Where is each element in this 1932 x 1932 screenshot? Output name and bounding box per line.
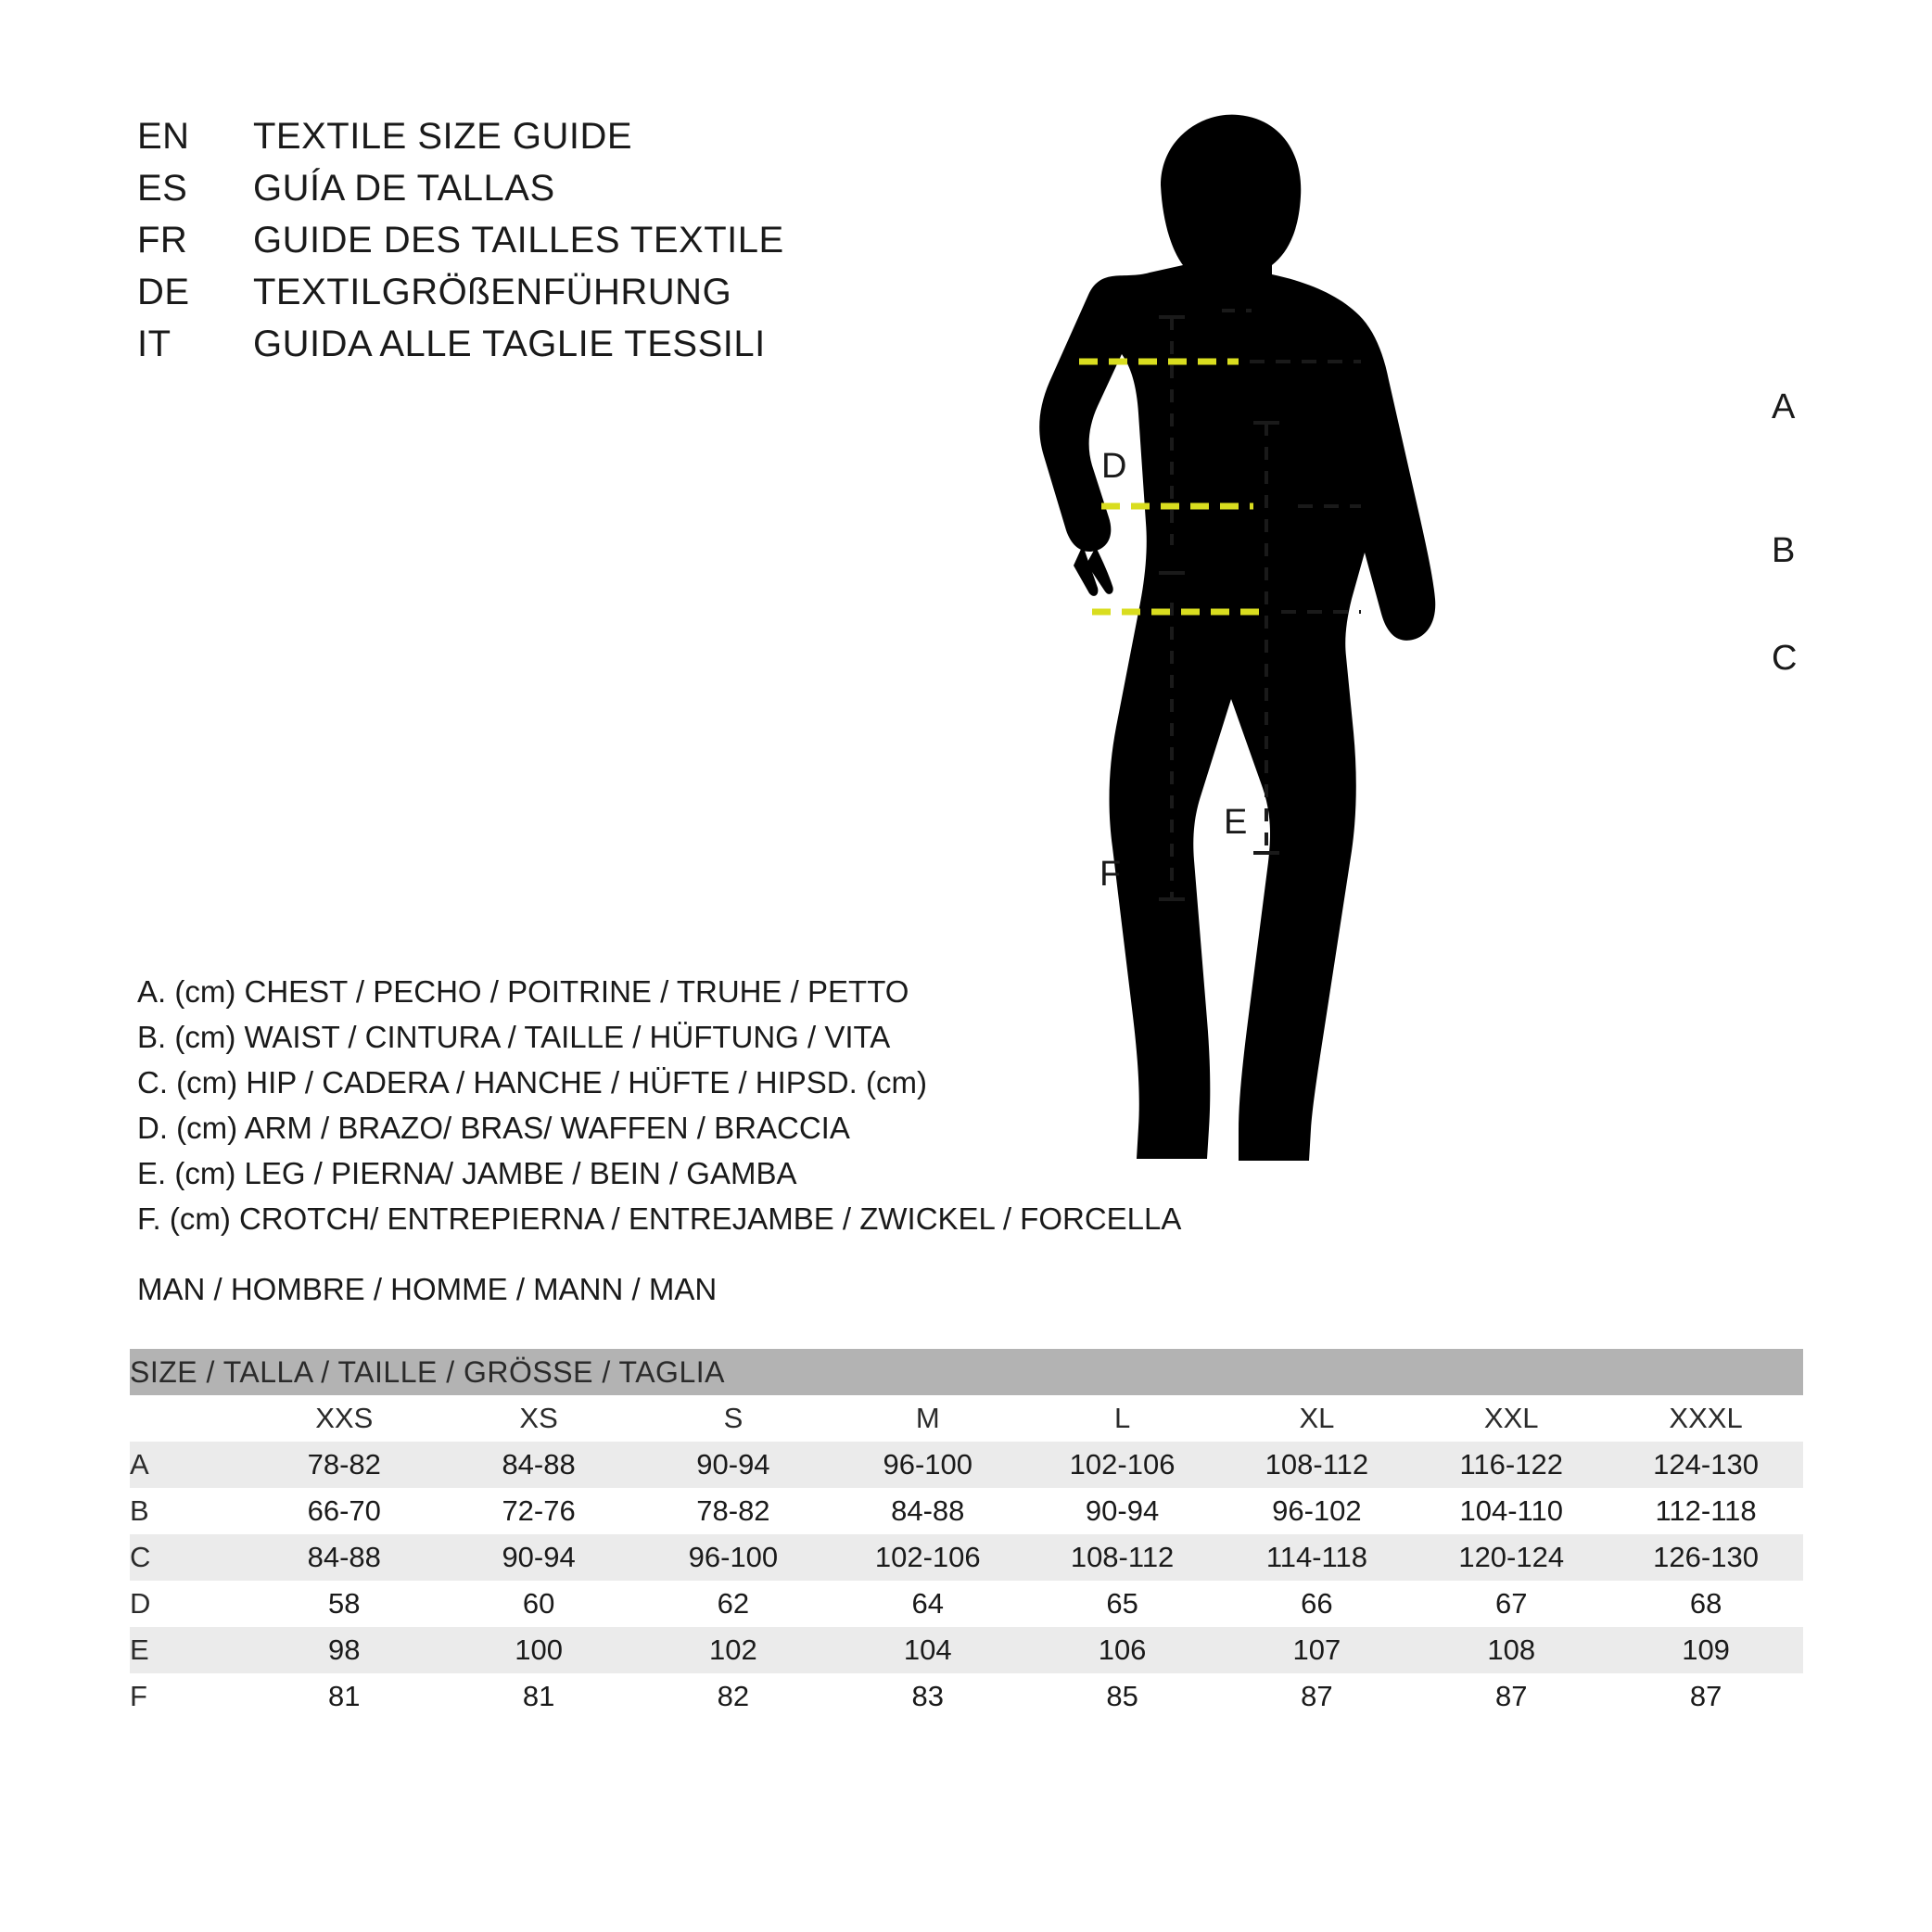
cell-f-xl: 87 — [1219, 1673, 1414, 1720]
cell-d-xs: 60 — [441, 1581, 636, 1627]
table-row — [130, 1673, 1803, 1720]
row-label-d: D — [130, 1581, 247, 1627]
table-row — [130, 1581, 1803, 1627]
column-header-xxl: XXL — [1414, 1395, 1608, 1442]
cell-e-xl: 107 — [1219, 1627, 1414, 1673]
legend-item-c: C. (cm) HIP / CADERA / HANCHE / HÜFTE / HIPSD. (cm) — [137, 1065, 927, 1099]
column-header-xs: XS — [441, 1395, 636, 1442]
cell-c-xs: 90-94 — [441, 1534, 636, 1581]
cell-a-l: 102-106 — [1025, 1442, 1220, 1488]
column-header-l: L — [1025, 1395, 1220, 1442]
cell-c-xxs: 84-88 — [247, 1534, 441, 1581]
dimension-label-e: E — [1224, 803, 1248, 842]
cell-c-xl: 114-118 — [1219, 1534, 1414, 1581]
title-lang-es: ES — [137, 168, 188, 209]
cell-b-xxs: 66-70 — [247, 1488, 441, 1534]
legend-item-e: E. (cm) LEG / PIERNA/ JAMBE / BEIN / GAMBA — [137, 1156, 797, 1190]
cell-d-s: 62 — [636, 1581, 831, 1627]
cell-a-xxl: 116-122 — [1414, 1442, 1608, 1488]
legend-item-b: B. (cm) WAIST / CINTURA / TAILLE / HÜFTUNG / VITA — [137, 1020, 891, 1054]
cell-a-xxxl: 124-130 — [1608, 1442, 1803, 1488]
cell-e-xxl: 108 — [1414, 1627, 1608, 1673]
cell-a-s: 90-94 — [636, 1442, 831, 1488]
gender-label: MAN / HOMBRE / HOMME / MANN / MAN — [137, 1272, 718, 1306]
dimension-guides — [1020, 83, 1854, 1233]
cell-f-xs: 81 — [441, 1673, 636, 1720]
cell-d-m: 64 — [831, 1581, 1025, 1627]
cell-f-xxs: 81 — [247, 1673, 441, 1720]
cell-b-xxxl: 112-118 — [1608, 1488, 1803, 1534]
cell-f-xxl: 87 — [1414, 1673, 1608, 1720]
table-row — [130, 1442, 1803, 1488]
title-row — [137, 168, 972, 220]
cell-f-l: 85 — [1025, 1673, 1220, 1720]
cell-e-s: 102 — [636, 1627, 831, 1673]
cell-a-xl: 108-112 — [1219, 1442, 1414, 1488]
column-header-xxs: XXS — [247, 1395, 441, 1442]
title-block — [137, 116, 972, 375]
cell-e-xxxl: 109 — [1608, 1627, 1803, 1673]
row-label-c: C — [130, 1534, 247, 1581]
title-lang-de: DE — [137, 272, 190, 312]
title-lang-en: EN — [137, 116, 190, 157]
cell-c-l: 108-112 — [1025, 1534, 1220, 1581]
cell-b-s: 78-82 — [636, 1488, 831, 1534]
size-table — [130, 1349, 1803, 1720]
cell-d-xxl: 67 — [1414, 1581, 1608, 1627]
title-row — [137, 324, 972, 375]
cell-f-m: 83 — [831, 1673, 1025, 1720]
title-row — [137, 220, 972, 272]
dimension-label-f: F — [1099, 855, 1122, 894]
cell-c-m: 102-106 — [831, 1534, 1025, 1581]
legend-item-f: F. (cm) CROTCH/ ENTREPIERNA / ENTREJAMBE / ZWICKEL / FORCELLA — [137, 1201, 1182, 1236]
title-row — [137, 272, 972, 324]
callout-label-c: C — [1772, 639, 1798, 678]
column-header-xl: XL — [1219, 1395, 1414, 1442]
legend-item-d: D. (cm) ARM / BRAZO/ BRAS/ WAFFEN / BRACCIA — [137, 1111, 850, 1145]
cell-b-xxl: 104-110 — [1414, 1488, 1608, 1534]
legend-item-a: A. (cm) CHEST / PECHO / POITRINE / TRUHE / PETTO — [137, 974, 909, 1009]
cell-e-xxs: 98 — [247, 1627, 441, 1673]
cell-a-xs: 84-88 — [441, 1442, 636, 1488]
cell-d-xxs: 58 — [247, 1581, 441, 1627]
cell-c-xxl: 120-124 — [1414, 1534, 1608, 1581]
title-text-fr: GUIDE DES TAILLES TEXTILE — [253, 220, 784, 261]
table-row — [130, 1534, 1803, 1581]
title-text-de: TEXTILGRÖßENFÜHRUNG — [253, 272, 732, 312]
column-header-m: M — [831, 1395, 1025, 1442]
cell-c-s: 96-100 — [636, 1534, 831, 1581]
row-label-e: E — [130, 1627, 247, 1673]
cell-e-m: 104 — [831, 1627, 1025, 1673]
cell-f-xxxl: 87 — [1608, 1673, 1803, 1720]
title-text-en: TEXTILE SIZE GUIDE — [253, 116, 633, 157]
cell-c-xxxl: 126-130 — [1608, 1534, 1803, 1581]
cell-d-xxxl: 68 — [1608, 1581, 1803, 1627]
cell-b-m: 84-88 — [831, 1488, 1025, 1534]
cell-e-l: 106 — [1025, 1627, 1220, 1673]
title-row — [137, 116, 972, 168]
title-text-it: GUIDA ALLE TAGLIE TESSILI — [253, 324, 766, 364]
cell-d-xl: 66 — [1219, 1581, 1414, 1627]
table-row — [130, 1488, 1803, 1534]
callout-label-a: A — [1772, 388, 1796, 426]
cell-b-xs: 72-76 — [441, 1488, 636, 1534]
table-banner-row — [130, 1349, 1803, 1395]
cell-a-xxs: 78-82 — [247, 1442, 441, 1488]
callout-label-b: B — [1772, 531, 1796, 570]
row-label-f: F — [130, 1673, 247, 1720]
title-text-es: GUÍA DE TALLAS — [253, 168, 555, 209]
header-corner — [130, 1395, 247, 1442]
cell-f-s: 82 — [636, 1673, 831, 1720]
cell-d-l: 65 — [1025, 1581, 1220, 1627]
dimension-label-d: D — [1101, 447, 1127, 486]
row-label-a: A — [130, 1442, 247, 1488]
table-row — [130, 1627, 1803, 1673]
title-lang-fr: FR — [137, 220, 188, 261]
table-header-row — [130, 1395, 1803, 1442]
title-lang-it: IT — [137, 324, 172, 364]
cell-e-xs: 100 — [441, 1627, 636, 1673]
cell-a-m: 96-100 — [831, 1442, 1025, 1488]
table-banner: SIZE / TALLA / TAILLE / GRÖSSE / TAGLIA — [130, 1349, 1803, 1395]
row-label-b: B — [130, 1488, 247, 1534]
column-header-s: S — [636, 1395, 831, 1442]
cell-b-xl: 96-102 — [1219, 1488, 1414, 1534]
column-header-xxxl: XXXL — [1608, 1395, 1803, 1442]
cell-b-l: 90-94 — [1025, 1488, 1220, 1534]
